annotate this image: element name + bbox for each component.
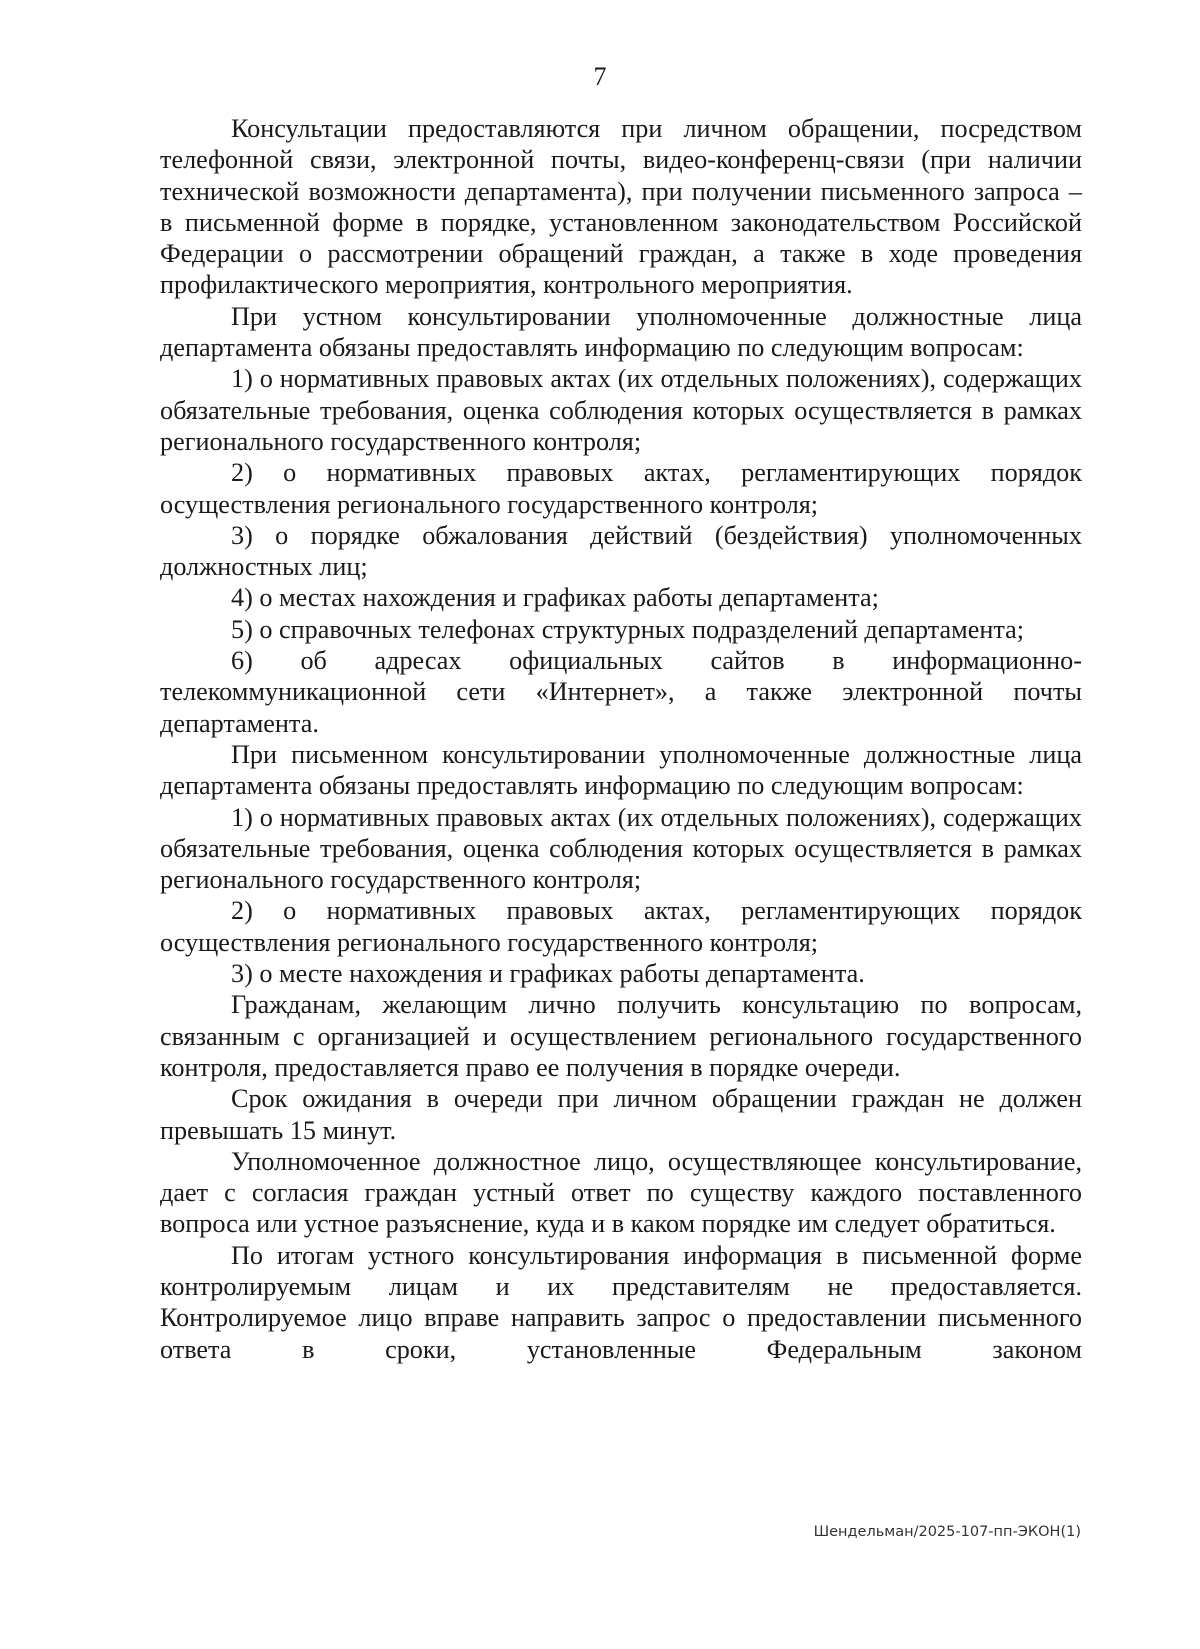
paragraph-queue-wait-time: Срок ожидания в очереди при личном обращении граждан не должен превышать 15 минут. (160, 1084, 1082, 1145)
list-item-written-3: 3) о месте нахождения и графиках работы департамента. (231, 959, 865, 989)
list-item-oral-3: 3) о порядке обжалования действий (бездействия) уполномоченных должностных лиц; (160, 520, 1082, 582)
list-item-oral-2: 2) о нормативных правовых актах, регламентирующих порядок осуществления регионального государственного контроля; (160, 458, 1082, 519)
paragraph-oral-consulting-intro: При устном консультировании уполномоченные должностные лица департамента обязаны предоставлять информацию по следующим вопросам: (160, 301, 1082, 363)
list-item-oral-6: 6) об адресах официальных сайтов в информационно-телекоммуникационной сети «Интернет», а также электронной почты департамента. (160, 646, 1082, 738)
paragraph-written-consulting-intro: При письменном консультировании уполномоченные должностные лица департамента обязаны предоставлять информацию по следующим вопросам: (160, 739, 1082, 801)
list-item-oral-5: 5) о справочных телефонах структурных подразделений департамента; (231, 614, 1025, 644)
document-reference-code: Шендельман/2025-107-пп-ЭКОН(1) (813, 1524, 1081, 1540)
page-number: 7 (593, 62, 607, 91)
list-item-written-2: 2) о нормативных правовых актах, регламентирующих порядок осуществления регионального государственного контроля; (160, 896, 1082, 957)
list-item-written-1: 1) о нормативных правовых актах (их отдельных положениях), содержащих обязательные требования, оценка соблюдения которых осуществляется в рамках регионального государственного контроля; (160, 802, 1082, 895)
paragraph-written-answer-request: По итогам устного консультирования информация в письменной форме контролируемым лицам и их представителям не предоставляется. Контролируемое лицо вправе направить запрос о предоставлении письменного ответа в сроки, установленные Федеральным законом (160, 1240, 1082, 1364)
paragraph-queue-right: Гражданам, желающим лично получить консультацию по вопросам, связанным с организацией и осуществлением регионального государственного контроля, предоставляется право ее получения в порядке очереди. (160, 990, 1082, 1082)
paragraph-oral-answer: Уполномоченное должностное лицо, осуществляющее консультирование, дает с согласия граждан устный ответ по существу каждого поставленного вопроса или устное разъяснение, куда и в каком порядке им следует обратиться. (160, 1146, 1082, 1239)
list-item-oral-1: 1) о нормативных правовых актах (их отдельных положениях), содержащих обязательные требования, оценка соблюдения которых осуществляется в рамках регионального государственного контроля; (160, 364, 1082, 456)
document-body (160, 113, 1082, 1365)
paragraph-consultation-methods: Консультации предоставляются при личном обращении, посредством телефонной связи, электронной почты, видео-конференц-связи (при наличии технической возможности департамента), при получении письменного запроса – в письменной форме в порядке, установленном законодательством Российской Федерации о рассмотрении обращений граждан, а также в ходе проведения профилактического мероприятия, контрольного мероприятия. (160, 114, 1082, 300)
list-item-oral-4: 4) о местах нахождения и графиках работы департамента; (231, 583, 879, 613)
